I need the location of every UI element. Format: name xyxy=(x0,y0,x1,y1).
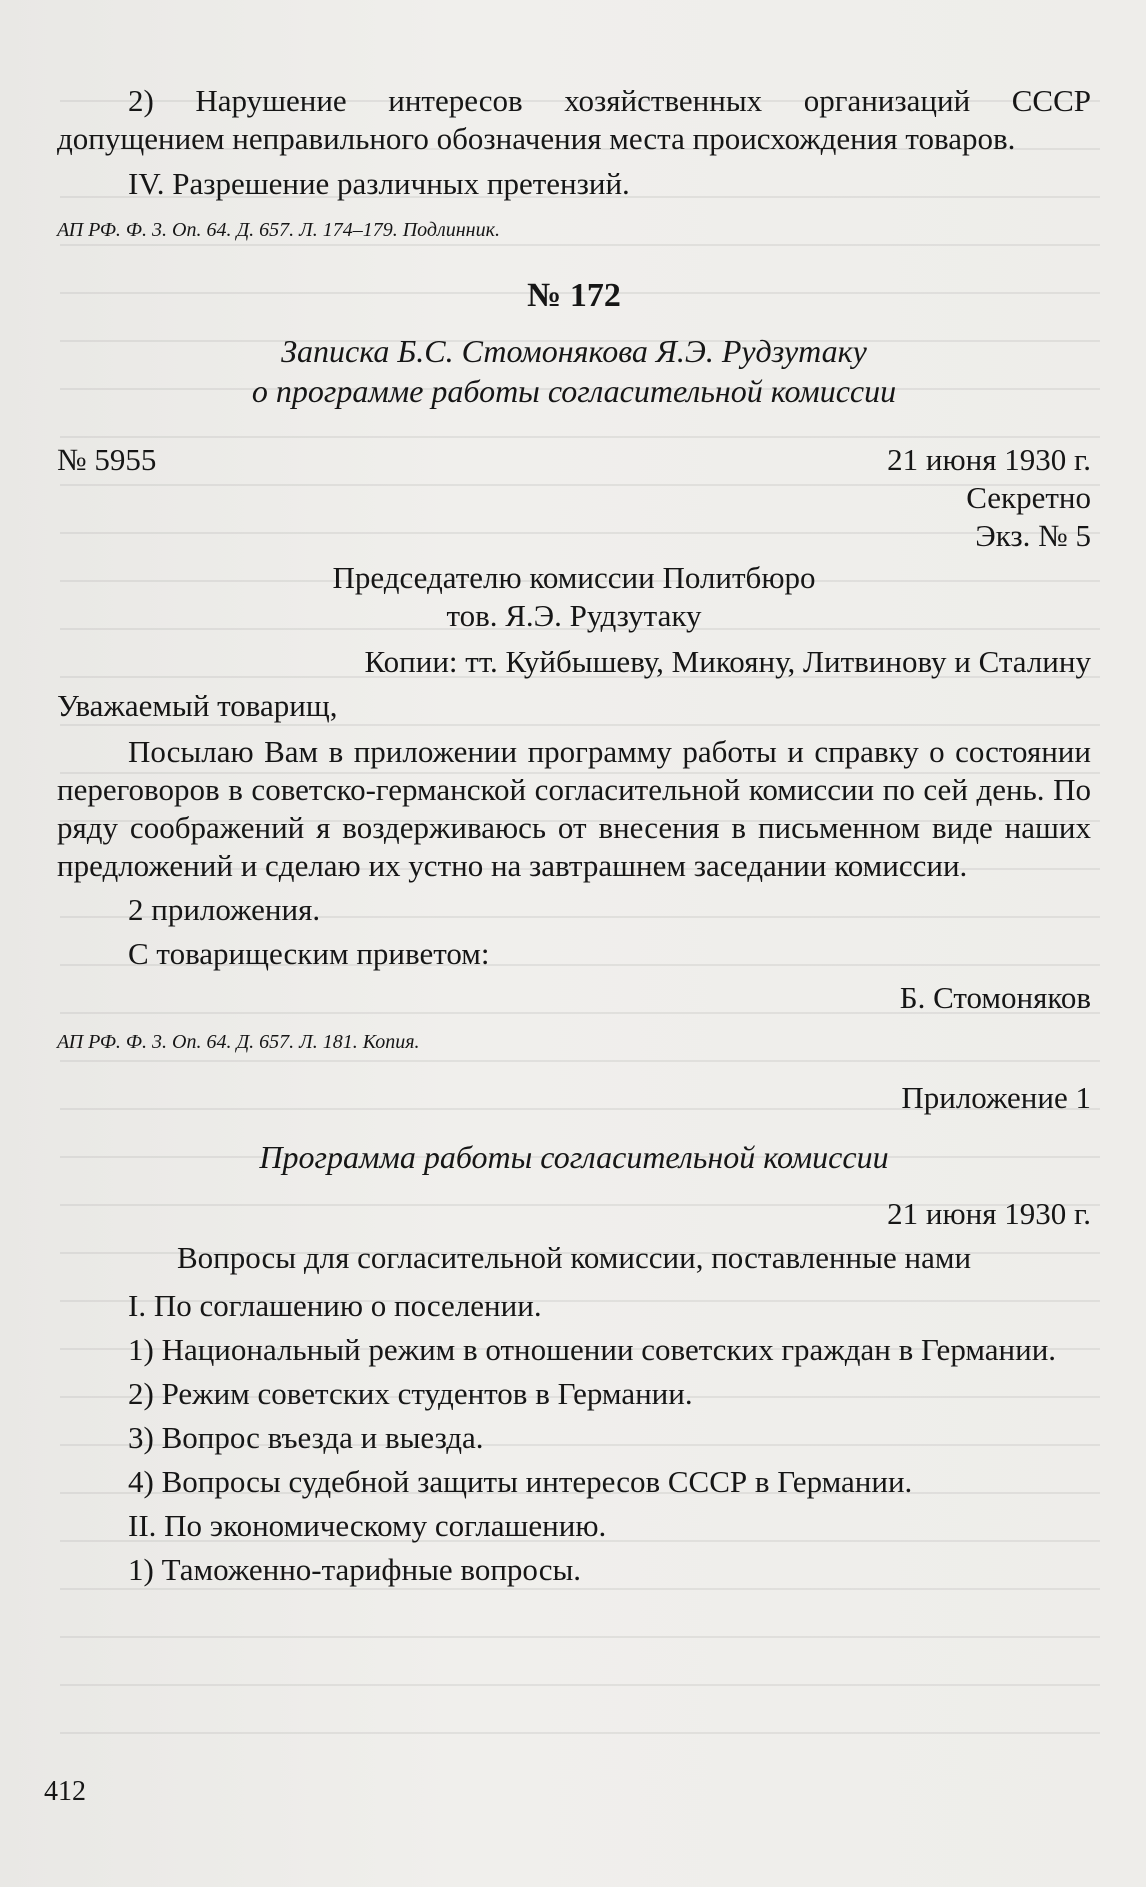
addressee-line2: тов. Я.Э. Рудзутаку xyxy=(446,598,702,633)
closing: С товарищеским приветом: xyxy=(128,936,490,971)
page-text xyxy=(57,82,1091,1589)
greeting: Уважаемый товарищ, xyxy=(57,688,338,723)
appendix-label: Приложение 1 xyxy=(901,1080,1091,1115)
ref-date-row xyxy=(57,441,1091,479)
appendix-title: Программа работы согласительной комиссии xyxy=(259,1139,889,1175)
addressee-line1: Председателю комиссии Политбюро xyxy=(332,560,816,595)
document-number: № 172 xyxy=(527,277,621,314)
section-i-item-3: 3) Вопрос въезда и выезда. xyxy=(128,1420,484,1455)
section-ii: II. По экономическому соглашению. xyxy=(128,1508,607,1543)
secrecy-mark: Секретно xyxy=(966,480,1091,515)
document-title-line1: Записка Б.С. Стомонякова Я.Э. Рудзутаку xyxy=(281,333,867,369)
section-i-item-4: 4) Вопросы судебной защиты интересов СССР в Германии. xyxy=(128,1464,913,1499)
appendix-date: 21 июня 1930 г. xyxy=(887,1196,1091,1231)
top-item-2: 2) Нарушение интересов хозяйственных организаций СССР допущением неправильного обозначения места происхождения товаров. xyxy=(57,83,1091,156)
copies-list: Копии: тт. Куйбышеву, Микояну, Литвинову и Сталину xyxy=(364,644,1091,679)
top-item-iv: IV. Разрешение различных претензий. xyxy=(128,166,630,201)
top-archive-source: АП РФ. Ф. 3. Оп. 64. Д. 657. Л. 174–179. Подлинник. xyxy=(57,219,500,241)
outgoing-number: № 5955 xyxy=(57,442,157,477)
letter-body: Посылаю Вам в приложении программу работы и справку о состоянии переговоров в советско-германской согласительной комиссии по сей день. По ряду соображений я воздерживаюсь от внесения в письменном виде наших предложений и сделаю их устно на завтрашнем заседании комиссии. xyxy=(57,734,1091,883)
appendix-heading: Вопросы для согласительной комиссии, поставленные нами xyxy=(176,1240,972,1275)
document-date: 21 июня 1930 г. xyxy=(887,442,1091,477)
section-ii-item-1: 1) Таможенно-тарифные вопросы. xyxy=(128,1552,582,1587)
page-number: 412 xyxy=(44,1776,86,1807)
section-i: I. По соглашению о поселении. xyxy=(128,1288,542,1323)
letter-archive-source: АП РФ. Ф. 3. Оп. 64. Д. 657. Л. 181. Копия. xyxy=(57,1031,420,1053)
copy-number: Экз. № 5 xyxy=(975,518,1091,553)
section-i-item-2: 2) Режим советских студентов в Германии. xyxy=(128,1376,693,1411)
signature: Б. Стомоняков xyxy=(899,980,1091,1015)
attachments-note: 2 приложения. xyxy=(128,892,321,927)
document-title-line2: о программе работы согласительной комиссии xyxy=(251,373,897,409)
section-i-item-1: 1) Национальный режим в отношении советских граждан в Германии. xyxy=(128,1332,1057,1367)
